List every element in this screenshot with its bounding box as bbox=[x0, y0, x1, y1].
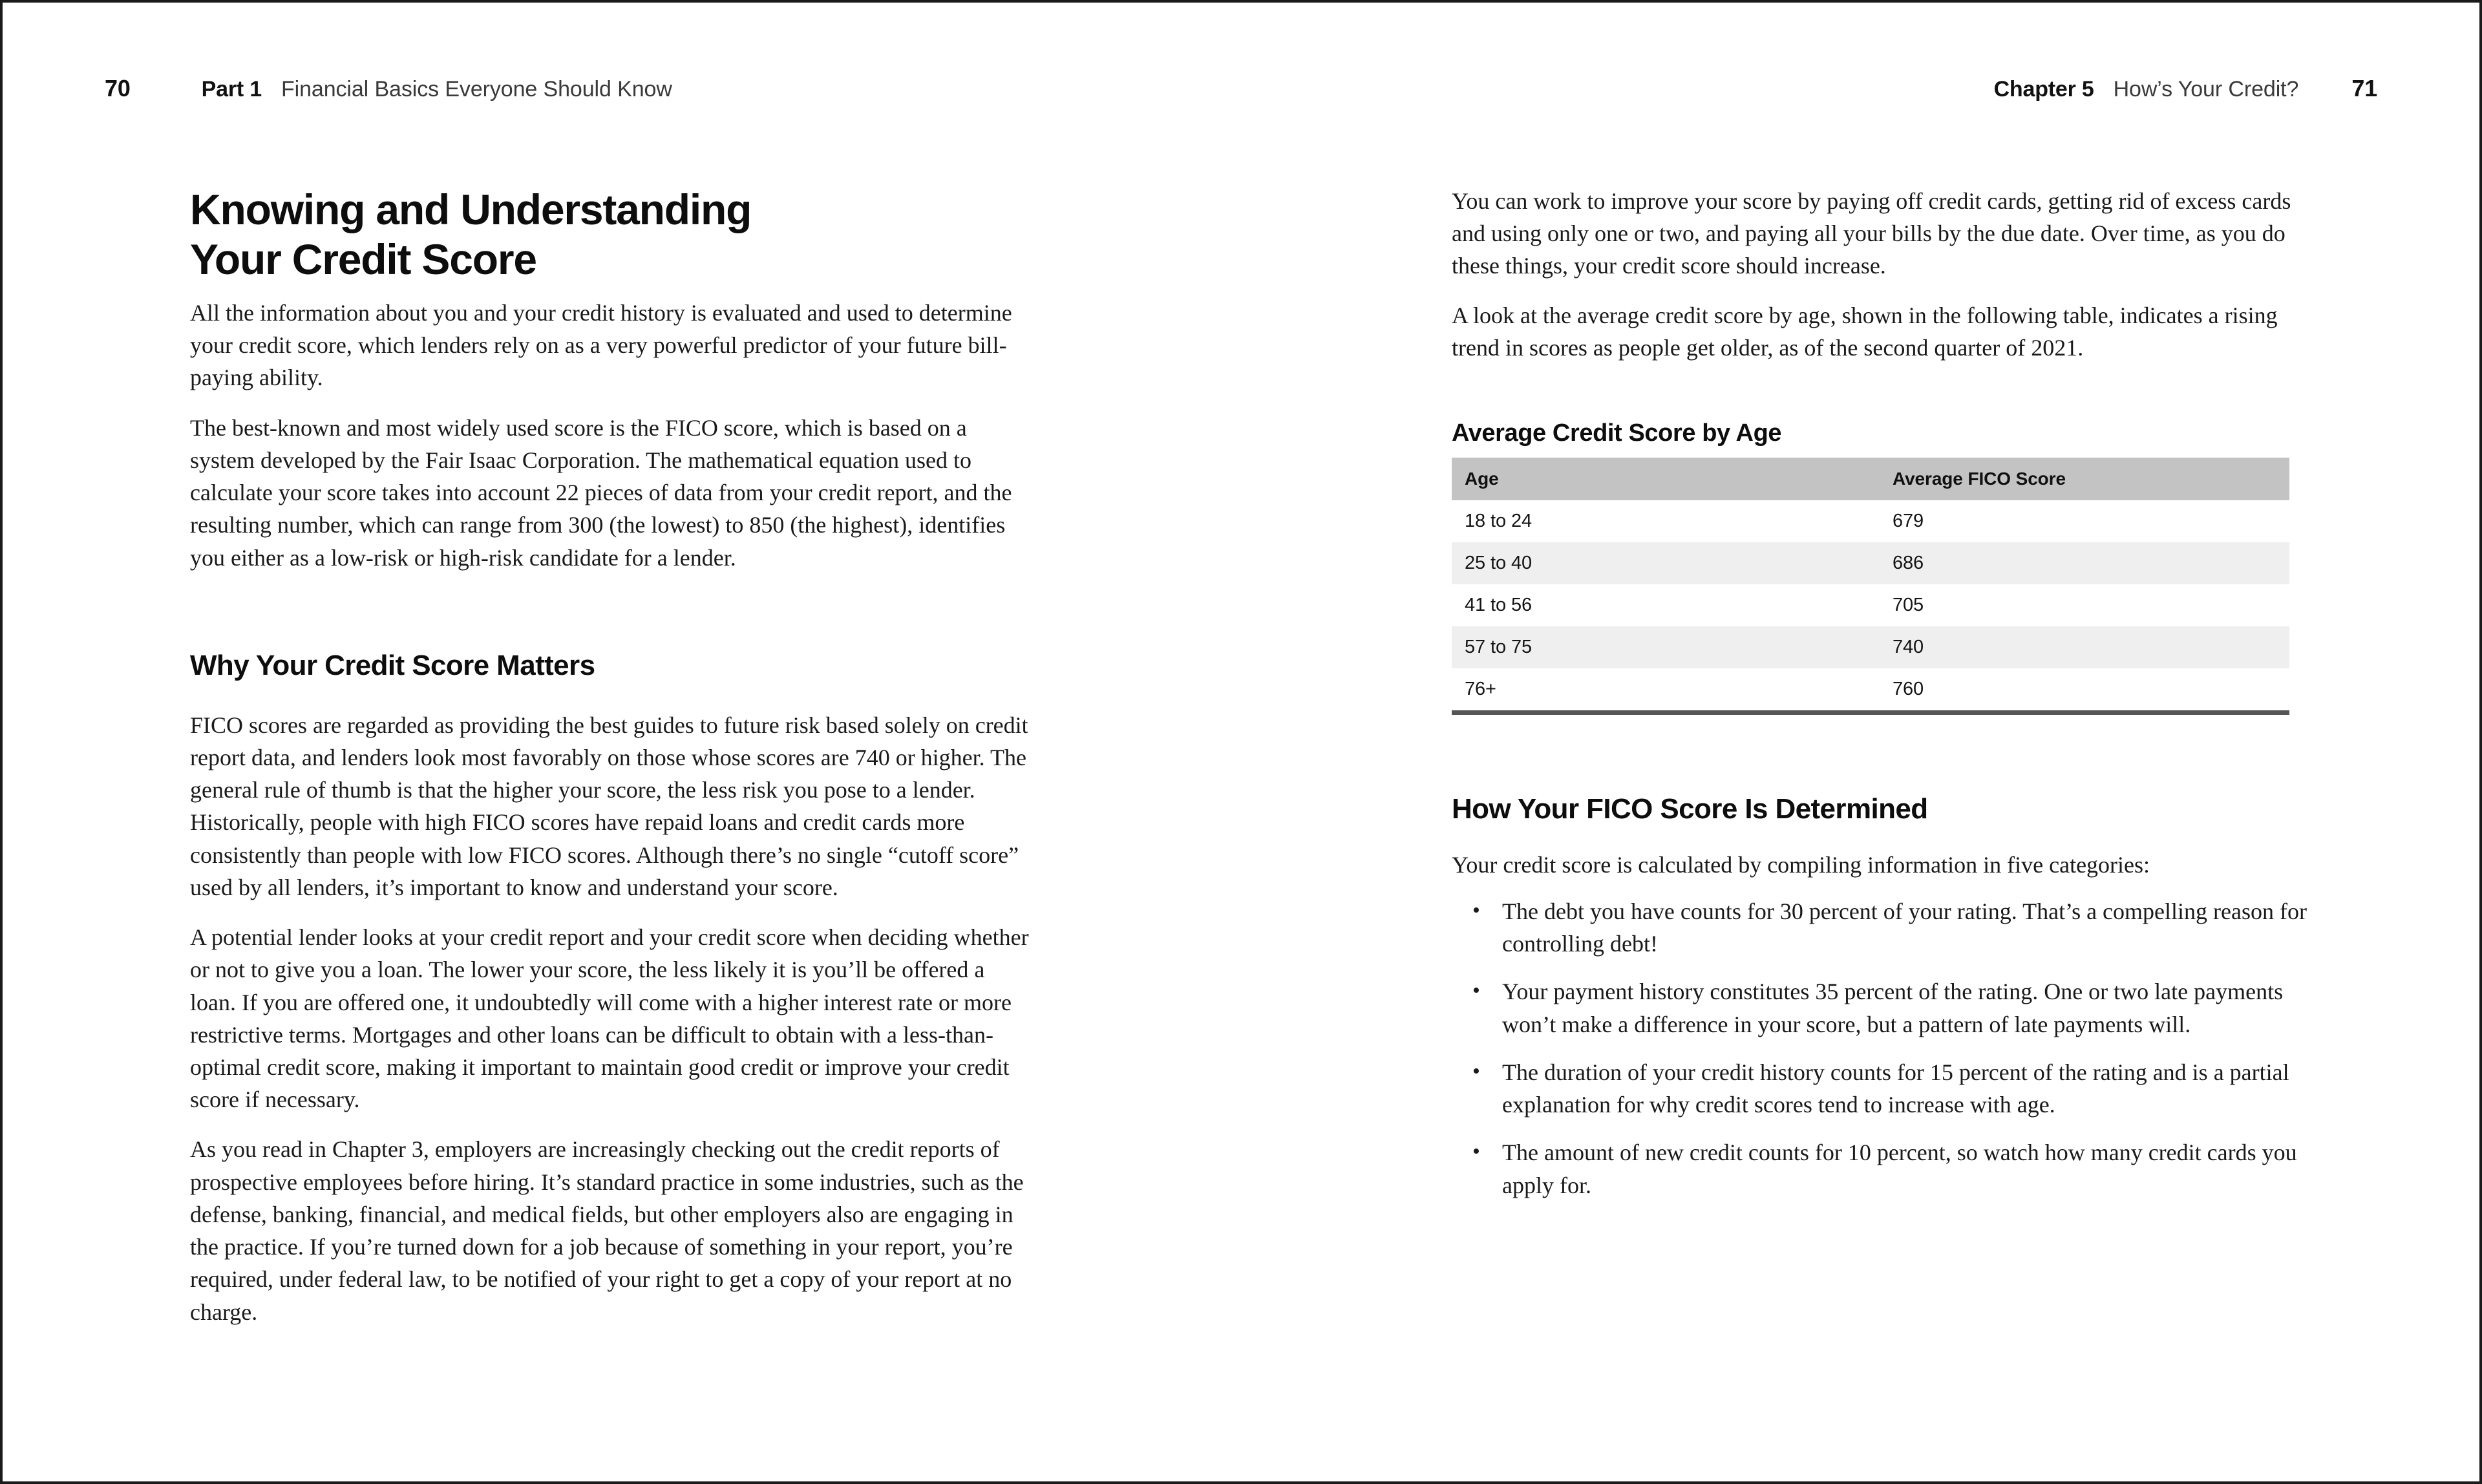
column-header-average-fico-score: Average FICO Score bbox=[1880, 458, 2289, 500]
section-heading-how-fico-score-determined: How Your FICO Score Is Determined bbox=[1452, 793, 1928, 825]
table-caption: Average Credit Score by Age bbox=[1452, 419, 1782, 447]
running-head-part-label: Part 1 bbox=[201, 77, 262, 101]
page-title bbox=[190, 185, 1056, 284]
page-title-line-1: Knowing and Understanding bbox=[190, 186, 752, 233]
right-intro-block bbox=[1452, 185, 2318, 381]
paragraph: A look at the average credit score by age, shown in the following table, indicates a rising trend in scores as people get older, as of the second quarter of 2021. bbox=[1452, 302, 2278, 361]
bullet-icon: • bbox=[1472, 979, 1480, 1003]
cell-score: 679 bbox=[1893, 511, 1924, 531]
paragraph: You can work to improve your score by paying off credit cards, getting rid of excess cards and using only one or two, and paying all your bills by the due date. Over time, as you do these things, your credit score should increase. bbox=[1452, 188, 2291, 279]
table-row bbox=[1452, 584, 2289, 626]
running-head-part-title: Financial Basics Everyone Should Know bbox=[281, 77, 672, 101]
bullet-icon: • bbox=[1472, 1140, 1480, 1164]
running-head-right bbox=[1994, 75, 2377, 102]
cell-age: 25 to 40 bbox=[1452, 542, 1880, 584]
paragraph: FICO scores are regarded as providing the best guides to future risk based solely on credit report data, and lenders look most favorably on those whose scores are 740 or higher. The general rule of thumb is that the higher your score, the less risk you pose to a lender. Historically, people with high FICO scores have repaid loans and credit cards more consistently than people with low FICO scores. Although there’s no single “cutoff score” used by all lenders, it’s important to know and understand your score. bbox=[190, 712, 1028, 900]
average-credit-score-table bbox=[1452, 458, 2289, 715]
list-item-text: The amount of new credit counts for 10 percent, so watch how many credit cards you apply for. bbox=[1502, 1140, 2297, 1198]
list-item bbox=[1470, 1056, 2314, 1121]
bullet-icon: • bbox=[1472, 898, 1480, 923]
page-number-left: 70 bbox=[105, 75, 131, 101]
list-item-text: The duration of your credit history counts for 15 percent of the rating and is a partial explanation for why credit scores tend to increase with age. bbox=[1502, 1059, 2289, 1118]
table-row bbox=[1452, 626, 2289, 668]
list-item-text: Your payment history constitutes 35 percent of the rating. One or two late payments won’t make a difference in your score, but a pattern of late payments will. bbox=[1502, 979, 2284, 1037]
paragraph: The best-known and most widely used score is the FICO score, which is based on a system developed by the Fair Isaac Corporation. The mathematical equation used to calculate your score takes into account 22 pieces of data from your credit report, and the resulting number, which can range from 300 (the lowest) to 850 (the highest), identifies you either as a low-risk or high-risk candidate for a lender. bbox=[190, 414, 1012, 571]
table-header-row bbox=[1452, 458, 2289, 500]
table-body bbox=[1452, 500, 2289, 713]
paragraph: A potential lender looks at your credit report and your credit score when deciding whether or not to give you a loan. The lower your score, the less likely it is you’ll be offered a loan. If you are offered one, it undoubtedly will come with a higher interest rate or more restrictive terms. Mortgages and other loans can be difficult to obtain with a less-than-optimal credit score, making it important to maintain good credit or improve your credit score if necessary. bbox=[190, 924, 1029, 1113]
cell-score: 760 bbox=[1880, 668, 2289, 713]
table-row bbox=[1452, 668, 2289, 713]
page-title-line-2: Your Credit Score bbox=[190, 235, 536, 284]
paragraph: All the information about you and your credit history is evaluated and used to determine your credit score, which lenders rely on as a very powerful predictor of your future bill-paying ability. bbox=[190, 300, 1012, 391]
running-head-chapter-label: Chapter 5 bbox=[1993, 77, 2094, 101]
cell-age: 57 to 75 bbox=[1452, 626, 1880, 668]
left-intro-block bbox=[190, 297, 1056, 591]
cell-score: 686 bbox=[1880, 542, 2289, 584]
table-row bbox=[1452, 500, 2289, 542]
list-item bbox=[1470, 1136, 2314, 1201]
running-head-chapter-title: How’s Your Credit? bbox=[2113, 77, 2299, 101]
cell-age: 18 to 24 bbox=[1465, 511, 1533, 531]
paragraph: Your credit score is calculated by compiling information in five categories: bbox=[1452, 851, 2150, 878]
cell-age: 41 to 56 bbox=[1465, 595, 1533, 615]
cell-score: 740 bbox=[1880, 626, 2289, 668]
page-number-right: 71 bbox=[2351, 75, 2377, 101]
column-header-age: Age bbox=[1452, 458, 1880, 500]
running-head-left bbox=[105, 75, 672, 102]
cell-score: 705 bbox=[1893, 595, 1924, 615]
fico-determination-block bbox=[1452, 792, 2318, 1202]
left-section-block bbox=[190, 649, 1056, 1346]
list-item-text: The debt you have counts for 30 percent of your rating. That’s a compelling reason for controlling debt! bbox=[1502, 898, 2307, 957]
table-row bbox=[1452, 542, 2289, 584]
fico-categories-list bbox=[1470, 895, 2314, 1202]
list-item bbox=[1470, 975, 2314, 1040]
section-heading-why-credit-score-matters: Why Your Credit Score Matters bbox=[190, 650, 595, 681]
table-header bbox=[1452, 458, 2289, 500]
cell-age: 76+ bbox=[1452, 668, 1880, 713]
bullet-icon: • bbox=[1472, 1059, 1480, 1083]
list-item bbox=[1470, 895, 2314, 960]
paragraph: As you read in Chapter 3, employers are increasingly checking out the credit reports of prospective employees before hiring. It’s standard practice in some industries, such as the defense, banking, financial, and medical fields, but other employers also are engaging in the practice. If you’re turned down for a job because of something in your report, you’re required, under federal law, to be notified of your right to get a copy of your report at no charge. bbox=[190, 1136, 1024, 1325]
average-credit-score-table-block bbox=[1452, 419, 2318, 715]
